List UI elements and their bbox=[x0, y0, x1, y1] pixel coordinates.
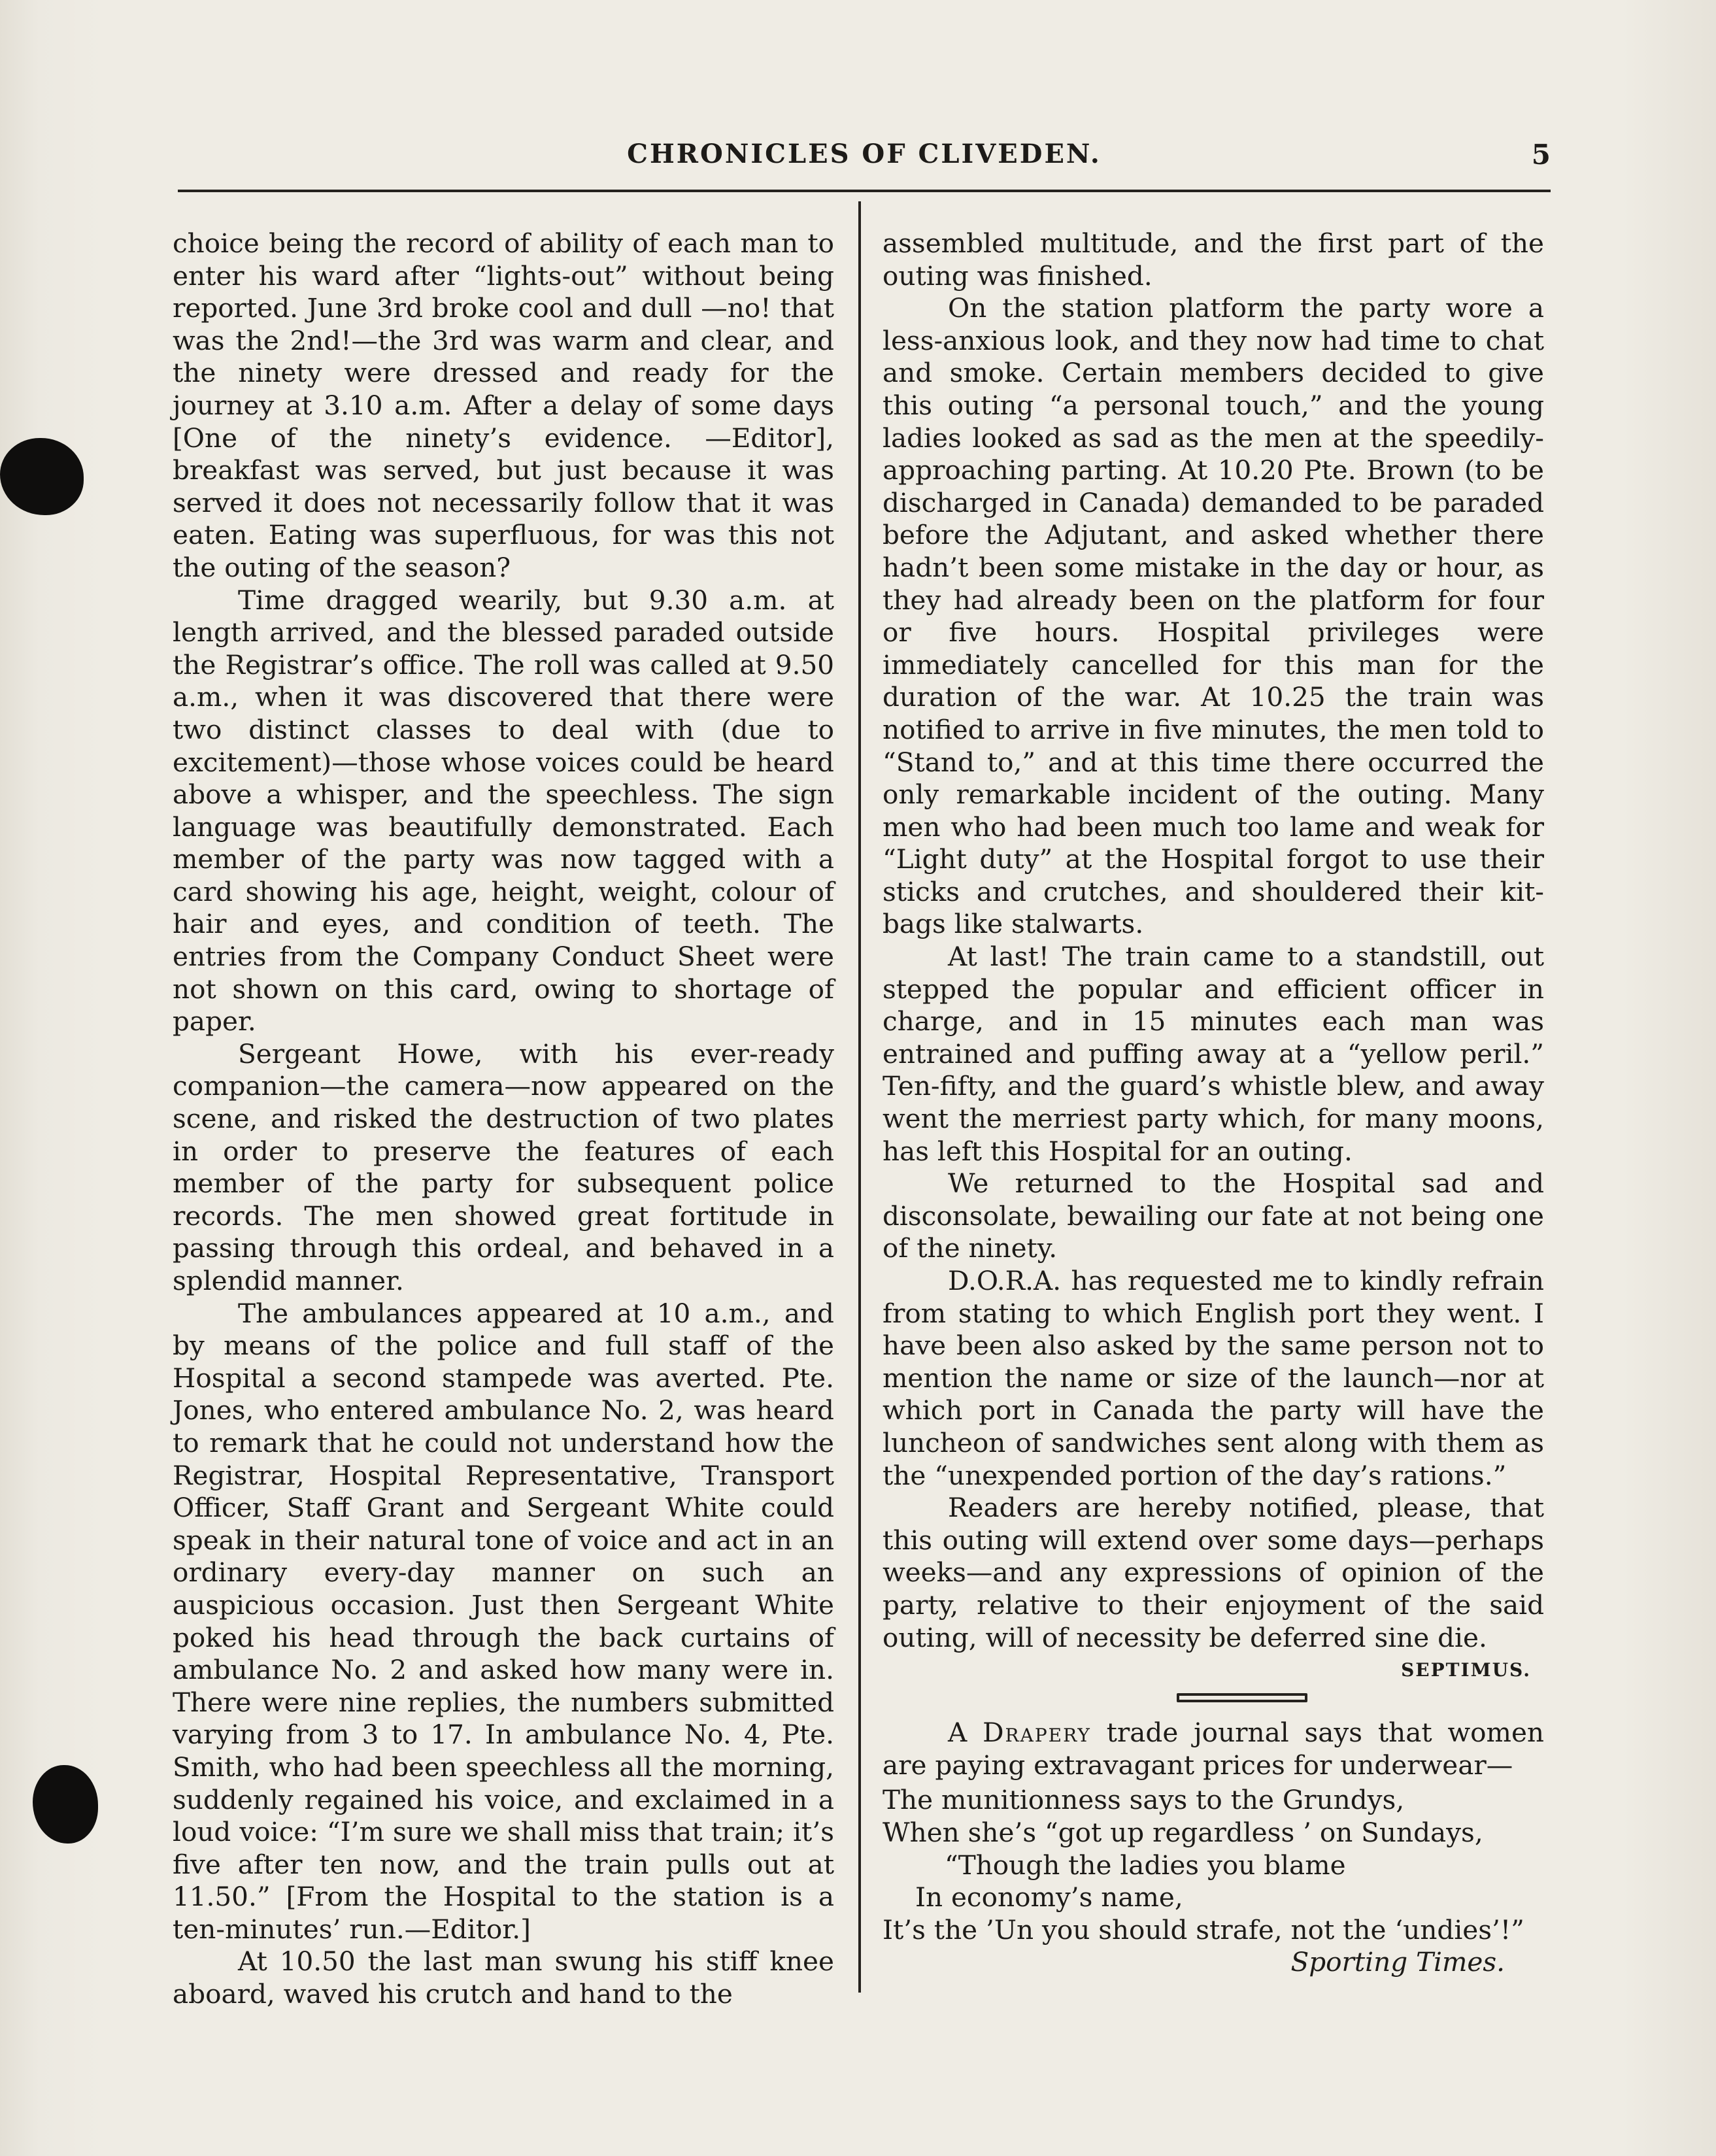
verse-line: “Though the ladies you blame bbox=[945, 1849, 1346, 1881]
paragraph: D.O.R.A. has requested me to kindly refrain from stating to which English port they went. I have been also asked by the same person not to mention the name or size of the launch—nor at which port in Canada the party will have the luncheon of sandwiches sent along with them as the “unexpended portion of the day’s rations.” bbox=[883, 1265, 1544, 1491]
column-divider bbox=[858, 201, 861, 1993]
snippet-intro-prefix: A bbox=[948, 1717, 967, 1749]
running-head bbox=[178, 139, 1551, 178]
paragraph: We returned to the Hospital sad and disconsolate, bewailing our fate at not being one of the ninety. bbox=[883, 1168, 1544, 1264]
paragraph: choice being the record of ability of each man to enter his ward after “lights-out” without being reported. June 3rd broke cool and dull —no! that was the 2nd!—the 3rd was warm and clear, and the ninety were dressed and ready for the journey at 3.10 a.m. After a delay of some days [One of the ninety’s evidence. —Editor], breakfast was served, but just because it was served it does not necessarily follow that it was eaten. Eating was superfluous, for was this not the outing of the season? bbox=[173, 227, 834, 583]
snippet-lead-word: Drapery bbox=[983, 1717, 1091, 1749]
paragraph: At 10.50 the last man swung his stiff knee aboard, waved his crutch and hand to the bbox=[173, 1945, 834, 2010]
author-signature: SEPTIMUS. bbox=[1401, 1659, 1531, 1681]
paragraph: Sergeant Howe, with his ever-ready companion—the camera—now appeared on the scene, and risked the destruction of two plates in order to preserve the features of each member of the party for subsequent police records. The men showed great fortitude in passing through this ordeal, and behaved in a splendid manner. bbox=[173, 1037, 834, 1296]
paragraph: At last! The train came to a standstill, out stepped the popular and efficient officer in charge, and in 15 minutes each man was entrained and puffing away at a “yellow peril.” Ten-fifty, and the guard’s whistle blew, and away went the merriest party which, for many moons, has left this Hospital for an outing. bbox=[883, 941, 1544, 1167]
paragraph: assembled multitude, and the first part of the outing was finished. bbox=[883, 227, 1544, 292]
page-number: 5 bbox=[1531, 139, 1551, 171]
header-rule bbox=[178, 190, 1551, 192]
paragraph: The ambulances appeared at 10 a.m., and by means of the police and full staff of the Hospital a second stampede was averted. Pte. Jones, who entered ambulance No. 2, was heard to remark that he could not understand how the Registrar, Hospital Representative, Transport Officer, Staff Grant and Sergeant White could speak in their natural tone of voice and act in an ordinary every-day manner on such an auspicious occasion. Just then Sergeant White poked his head through the back curtains of ambulance No. 2 and asked how many were in. There were nine replies, the numbers submitted varying from 3 to 17. In ambulance No. 4, Pte. Smith, who had been speechless all the morning, suddenly regained his voice, and exclaimed in a loud voice: “I’m sure we shall miss that train; it’s five after ten now, and the train pulls out at 11.50.” [From the Hospital to the station is a ten-minutes’ run.—Editor.] bbox=[173, 1297, 834, 1945]
paragraph: Readers are hereby notified, please, that this outing will extend over some days—perhaps weeks—and any expressions of opinion of the party, relative to their enjoyment of the said outing, will of necessity be deferred sine die. bbox=[883, 1492, 1544, 1653]
verse-line: In economy’s name, bbox=[915, 1881, 1183, 1913]
verse-line: It’s the ’Un you should strafe, not the ‘undies’!” bbox=[883, 1913, 1524, 1945]
paragraph: Time dragged wearily, but 9.30 a.m. at length arrived, and the blessed paraded outside the Registrar’s office. The roll was called at 9.50 a.m., when it was discovered that there were two distinct classes to deal with (due to excitement)—those whose voices could be heard above a whisper, and the speechless. The sign language was beautifully demonstrated. Each member of the party was now tagged with a card showing his age, height, weight, colour of hair and eyes, and condition of teeth. The entries from the Company Conduct Sheet were not shown on this card, owing to shortage of paper. bbox=[173, 584, 834, 1037]
snippet-intro bbox=[883, 1717, 1544, 1781]
right-column bbox=[883, 227, 1544, 1979]
paragraph: On the station platform the party wore a less-anxious look, and they now had time to chat and smoke. Certain members decided to give this outing “a personal touch,” and the young ladies looked as sad as the men at the speedily-approaching parting. At 10.20 Pte. Brown (to be discharged in Canada) demanded to be paraded before the Adjutant, and asked whether there hadn’t been some mistake in the day or hour, as they had already been on the platform for four or five hours. Hospital privileges were immediately cancelled for this man for the duration of the war. At 10.25 the train was notified to arrive in five minutes, the men told to “Stand to,” and at this time there occurred the only remarkable incident of the outing. Many men who had been much too lame and weak for “Light duty” at the Hospital forgot to use their sticks and crutches, and shouldered their kit-bags like stalwarts. bbox=[883, 292, 1544, 940]
section-ornament bbox=[1177, 1693, 1307, 1702]
verse bbox=[883, 1784, 1544, 1946]
verse-line: When she’s “got up regardless ’ on Sundays, bbox=[883, 1816, 1483, 1848]
left-column bbox=[173, 227, 834, 2011]
verse-line: The munitionness says to the Grundys, bbox=[883, 1784, 1405, 1816]
snippet-intro-text: trade journal says that women are paying extravagant prices for underwear— bbox=[883, 1717, 1544, 1781]
page-title: CHRONICLES OF CLIVEDEN. bbox=[627, 139, 1102, 169]
quote-source: Sporting Times. bbox=[1290, 1946, 1505, 1978]
